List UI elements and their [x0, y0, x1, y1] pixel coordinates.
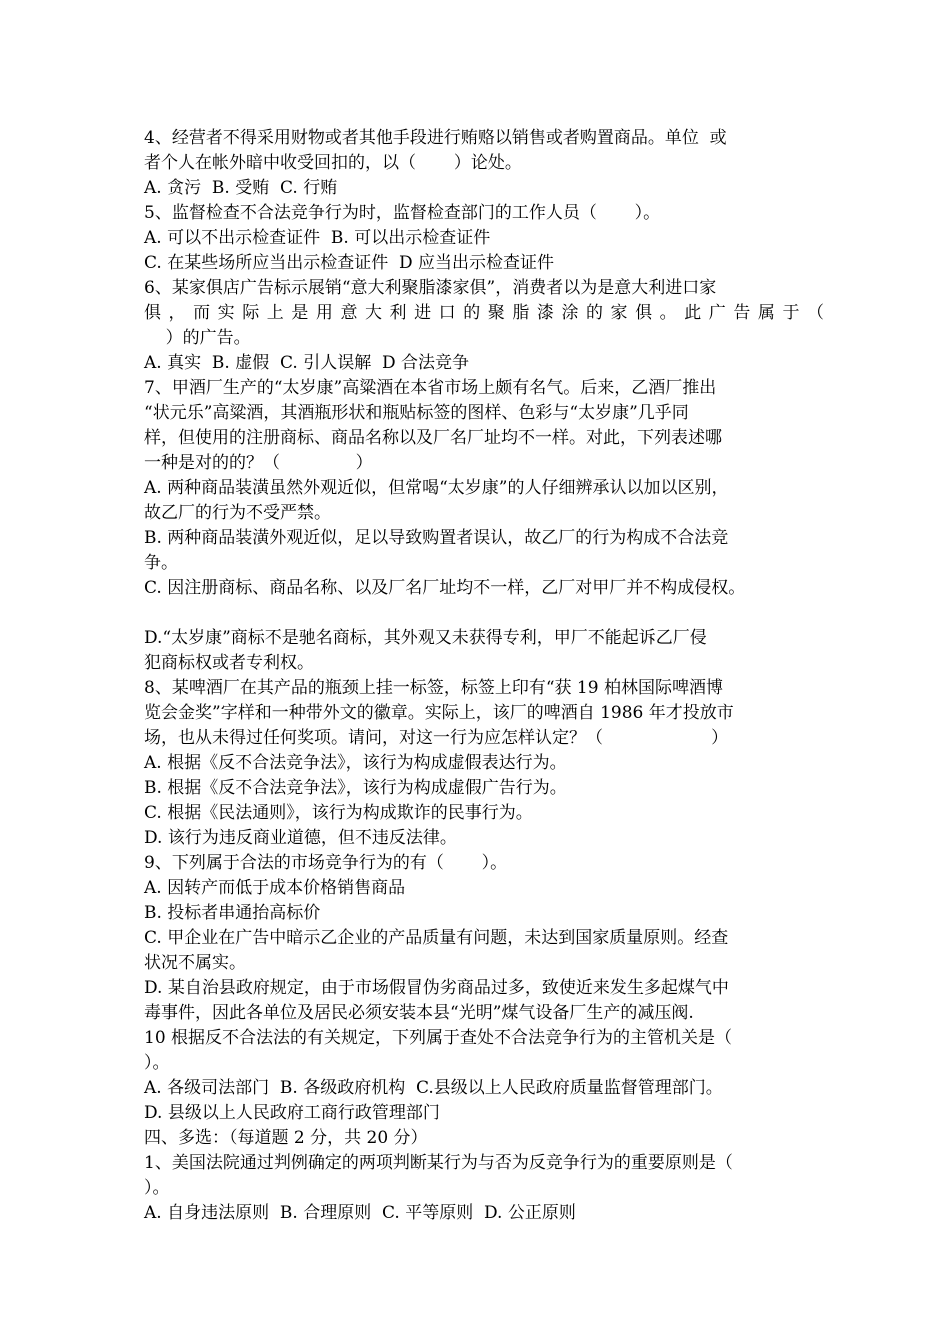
text-line: B. 两种商品装潢外观近似，足以导致购置者误认，故乙厂的行为构成不合法竞	[144, 528, 729, 548]
text-line: 争。	[144, 553, 178, 573]
text-line: 者个人在帐外暗中收受回扣的，以（ ）论处。	[144, 153, 522, 173]
text-line: A. 因转产而低于成本价格销售商品	[144, 878, 406, 898]
text-line: 4、经营者不得采用财物或者其他手段进行贿赂以销售或者购置商品。单位 或	[144, 128, 727, 148]
text-line: C. 在某些场所应当出示检查证件 D 应当出示检查证件	[144, 253, 555, 273]
text-line: D.“太岁康”商标不是驰名商标，其外观又未获得专利，甲厂不能起诉乙厂侵	[144, 628, 707, 648]
text-line: C. 根据《民法通则》，该行为构成欺诈的民事行为。	[144, 803, 533, 823]
text-line: A. 两种商品装潢虽然外观近似，但常喝“太岁康”的人仔细辨承认以加以区别，	[144, 478, 729, 498]
text-line: 5、监督检查不合法竞争行为时，监督检查部门的工作人员（ ）。	[144, 203, 661, 223]
text-line: 一种是对的的？（ ）	[144, 453, 373, 473]
text-line: D. 县级以上人民政府工商行政管理部门	[144, 1103, 440, 1123]
text-line: A. 贪污 B. 受贿 C. 行贿	[144, 178, 338, 198]
text-line: A. 可以不出示检查证件 B. 可以出示检查证件	[144, 228, 491, 248]
text-line: A. 各级司法部门 B. 各级政府机构 C.县级以上人民政府质量监督管理部门。	[144, 1078, 723, 1098]
blank-line	[144, 601, 824, 626]
text-line: 6、某家俱店广告标示展销“意大利聚脂漆家俱”，消费者以为是意大利进口家	[144, 278, 717, 298]
text-line: ）的广告。	[144, 328, 251, 348]
text-line: B. 根据《反不合法竞争法》，该行为构成虚假广告行为。	[144, 778, 567, 798]
text-line: D. 该行为违反商业道德，但不违反法律。	[144, 828, 457, 848]
text-line: D. 某自治县政府规定，由于市场假冒伪劣商品过多，致使近来发生多起煤气中	[144, 978, 729, 998]
text-line: 场，也从未得过任何奖项。请问，对这一行为应怎样认定？（ ）	[144, 728, 729, 748]
section-heading: 四、多选：（每道题 2 分，共 20 分）	[144, 1128, 428, 1148]
text-line: 10 根据反不合法法的有关规定，下列属于查处不合法竞争行为的主管机关是（	[144, 1028, 733, 1048]
text-line: 览会金奖”字样和一种带外文的徽章。实际上，该厂的啤酒自 1986 年才投放市	[144, 703, 734, 723]
text-line: 状况不属实。	[144, 953, 246, 973]
document-body	[144, 126, 824, 1226]
text-line: A. 真实 B. 虚假 C. 引人误解 D 合法竞争	[144, 353, 470, 373]
text-line: 7、甲酒厂生产的“太岁康”高粱酒在本省市场上颇有名气。后来，乙酒厂推出	[144, 378, 717, 398]
text-line: 样，但使用的注册商标、商品名称以及厂名厂址均不一样。对此，下列表述哪	[144, 428, 722, 448]
text-line: A. 根据《反不合法竞争法》，该行为构成虚假表达行为。	[144, 753, 567, 773]
text-line: ）。	[144, 1178, 170, 1198]
text-line: 8、某啤酒厂在其产品的瓶颈上挂一标签，标签上印有“获 19 柏林国际啤酒博	[144, 678, 723, 698]
text-line: C. 甲企业在广告中暗示乙企业的产品质量有问题，未达到国家质量原则。经查	[144, 928, 729, 948]
text-line: 俱，而实际上是用意大利进口的聚脂漆涂的家俱。此广告属于（	[144, 303, 824, 323]
text-line: 毒事件，因此各单位及居民必须安装本县“光明”煤气设备厂生产的减压阀.	[144, 1003, 694, 1023]
text-line: 故乙厂的行为不受严禁。	[144, 503, 331, 523]
text-line: C. 因注册商标、商品名称、以及厂名厂址均不一样，乙厂对甲厂并不构成侵权。	[144, 578, 746, 598]
text-line: “状元乐”高粱酒，其酒瓶形状和瓶贴标签的图样、色彩与“太岁康”几乎同	[144, 403, 689, 423]
text-line: ）。	[144, 1053, 170, 1073]
text-line: 1、美国法院通过判例确定的两项判断某行为与否为反竞争行为的重要原则是（	[144, 1153, 733, 1173]
text-line: 犯商标权或者专利权。	[144, 653, 314, 673]
text-line: A. 自身违法原则 B. 合理原则 C. 平等原则 D. 公正原则	[144, 1203, 576, 1223]
text-line: 9、下列属于合法的市场竞争行为的有（ ）。	[144, 853, 508, 873]
text-line: B. 投标者串通抬高标价	[144, 903, 321, 923]
